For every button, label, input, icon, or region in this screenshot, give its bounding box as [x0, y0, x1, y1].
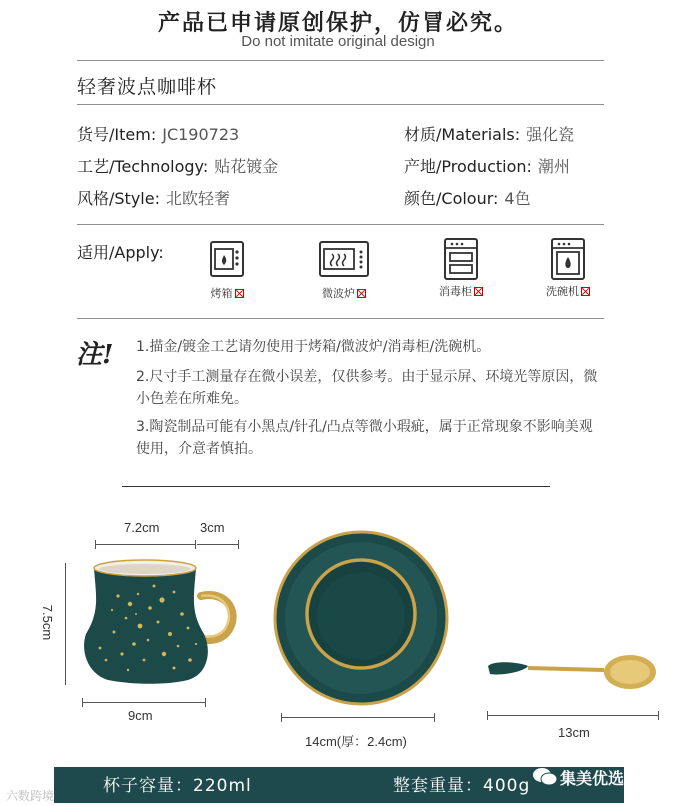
note-mark: 注!	[76, 340, 114, 370]
dishwasher-icon	[551, 238, 585, 280]
spec-production-value: 潮州	[537, 157, 570, 176]
handle-width-label: 3cm	[200, 520, 225, 535]
spec-technology-value: 贴花镀金	[214, 157, 279, 176]
dimension-tick	[487, 711, 488, 720]
dimension-line	[95, 544, 195, 545]
apply-dishwasher-label: 洗碗机	[546, 285, 579, 298]
saucer-image	[272, 530, 450, 706]
divider	[77, 60, 604, 61]
cup-capacity: 杯子容量：220ml	[103, 776, 252, 796]
watermark-right: 集美优选	[560, 769, 625, 788]
coffee-cup-image	[78, 556, 240, 686]
apply-sterilizer	[426, 238, 496, 299]
divider	[122, 486, 550, 487]
dimension-tick	[281, 713, 282, 722]
dimension-tick	[238, 540, 239, 549]
dimension-tick	[658, 711, 659, 720]
oven-icon	[210, 241, 244, 277]
divider	[77, 224, 604, 225]
copyright-subtitle: Do not imitate original design	[241, 33, 435, 50]
dimension-line-vertical	[65, 563, 66, 685]
spec-technology-label: 工艺/Technology:	[77, 157, 209, 176]
spec-production-label: 产地/Production:	[404, 157, 532, 176]
product-title: 轻奢波点咖啡杯	[77, 76, 218, 98]
spec-style	[77, 186, 230, 209]
dimension-line	[487, 715, 659, 716]
note-3: 3.陶瓷制品可能有小黑点/针孔/凸点等微小瑕疵，属于正常现象不影响美观使用，介意者慎拍。	[136, 419, 593, 457]
note-1: 1.描金/镀金工艺请勿使用于烤箱/微波炉/消毒柜/洗碗机。	[136, 339, 491, 355]
copyright-title: 产品已申请原创保护，仿冒必究。	[157, 11, 518, 36]
saucer-size-label: 14cm(厚：2.4cm)	[305, 734, 407, 749]
apply-oven	[192, 241, 262, 301]
spec-item	[77, 122, 239, 145]
spec-style-value: 北欧轻奢	[165, 189, 230, 208]
spec-technology	[77, 154, 278, 177]
cup-top-width-label: 7.2cm	[124, 520, 160, 535]
apply-sterilizer-label: 消毒柜	[439, 285, 472, 298]
dimension-line	[197, 544, 239, 545]
not-allowed-icon	[581, 287, 590, 296]
not-allowed-icon	[235, 289, 244, 298]
spoon-length-label: 13cm	[558, 725, 590, 740]
apply-microwave	[309, 241, 379, 301]
dimension-tick	[434, 713, 435, 722]
apply-label: 适用/Apply:	[77, 243, 164, 262]
dimension-line	[82, 702, 206, 703]
watermark-left: 六数跨境	[6, 789, 55, 803]
dimension-tick	[82, 698, 83, 707]
dimension-tick	[205, 698, 206, 707]
spec-material-value: 强化瓷	[526, 125, 575, 144]
cup-height-label: 7.5cm	[40, 604, 56, 641]
spoon-image	[484, 652, 660, 694]
dimension-tick	[95, 540, 96, 549]
spec-item-label: 货号/Item:	[77, 125, 157, 144]
apply-oven-label: 烤箱	[210, 287, 233, 300]
spec-colour-label: 颜色/Colour:	[404, 189, 499, 208]
dimension-tick	[195, 540, 196, 549]
spec-material	[404, 122, 574, 145]
spec-production	[404, 154, 570, 177]
wechat-icon	[532, 766, 558, 788]
spec-colour-value: 4色	[504, 189, 531, 208]
divider	[77, 104, 604, 105]
apply-dishwasher	[533, 238, 603, 299]
spec-style-label: 风格/Style:	[77, 189, 160, 208]
not-allowed-icon	[357, 289, 366, 298]
cup-bottom-width-label: 9cm	[128, 708, 153, 723]
spec-item-value: JC190723	[162, 125, 240, 144]
not-allowed-icon	[474, 287, 483, 296]
apply-microwave-label: 微波炉	[322, 287, 355, 300]
microwave-icon	[319, 241, 369, 277]
spec-material-label: 材质/Materials:	[404, 125, 521, 144]
spec-colour	[404, 186, 531, 209]
set-weight: 整套重量：400g	[393, 776, 531, 796]
note-2: 2.尺寸手工测量存在微小误差，仅供参考。由于显示屏、环境光等原因，微小色差在所难免。	[136, 369, 598, 407]
divider	[77, 318, 604, 319]
dimension-line	[281, 717, 435, 718]
sterilizer-icon	[444, 238, 478, 280]
